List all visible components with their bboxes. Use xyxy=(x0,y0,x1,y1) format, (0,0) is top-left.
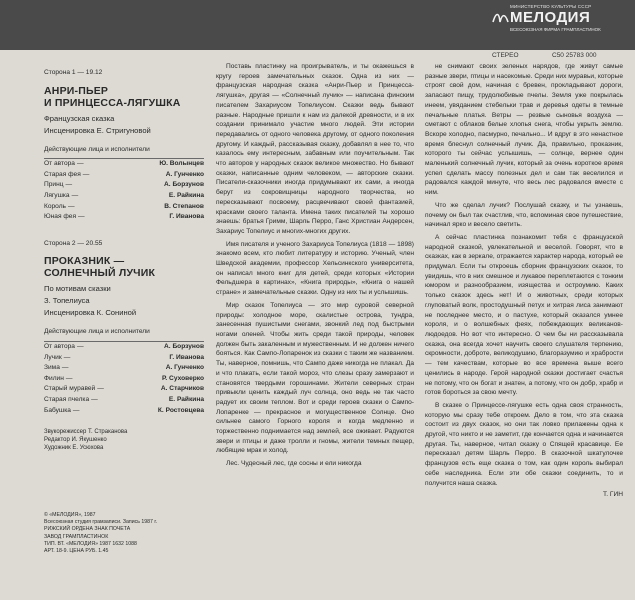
publisher-footer xyxy=(44,512,204,555)
catalog-number: С50 25783 000 xyxy=(552,52,597,59)
cast-actor: А. Борзунов xyxy=(164,181,204,189)
liner-paragraph: Поставь пластинку на проигрыватель, и ты окажешься в кругу героев замечательных сказок. Одна из них — французская народная сказка «Анри-Пьер и Принцесса-лягушка», другая — «Солнечный лучик» — написана финским писателем Захариусом Топелиусом. Сказки ведь бывают разные. Народные пришли к нам из далекой древности, и в их создании принимало участие много людей. Эти истории передавались от одного человека другому, от одного поколения другому. И каждый, рассказывая сказку, добавлял в нее то, что казалось ему интересным, забавным или поучительным. Так что авторов у народных сказок великое множество. Но бывают сказки, написанные одним человеком, — авторские сказки. Писатели-сказочники иногда придумывают их сами, а иногда берут из сокровищницы народного творчества, но пересказывают посвоему, расцвечивают своей фантазией, красками своего таланта. Имена таких писателей ты хорошо знаешь: братья Гримм, Шарль Перро, Ганс Христиан Андерсен, Захариус Топелиус и многих-многих других. xyxy=(216,63,414,235)
cast-row: Бабушка — К. Ростовцева xyxy=(44,406,204,417)
melodiya-mark-icon xyxy=(492,10,509,24)
side2-cast-header: Действующие лица и исполнители xyxy=(44,328,150,336)
side2-title-line2: СОЛНЕЧНЫЙ ЛУЧИК xyxy=(44,267,156,280)
footer-line: © «МЕЛОДИЯ», 1987 xyxy=(44,512,96,518)
side2-subtitle1: По мотивам сказки xyxy=(44,284,111,294)
cast-actor: Г. Иванова xyxy=(169,213,204,221)
cast-actor: Е. Райкина xyxy=(168,395,204,403)
footer-line: РИЖСКИЙ ОРДЕНА ЗНАК ПОЧЕТА xyxy=(44,526,131,533)
liner-paragraph: Мир сказок Топелиуса — это мир суровой северной природы: холодное море, скалистые острова, тундра, занесенная пушистыми снегами, звонкий лед под быстрыми ногами оленей. Чтобы жить среди такой природы, человек должен быть закаленным и мужественным. И не должен ничего бояться. Как Сампо-Лопаренок из сказки с таким же названием. Ты, наверное, помнишь, что Сампо даже никогда не плакал. Да и что плакать, если такой мороз, что слезы сразу замерзают и становятся твердыми горошинами. Жители северных стран привыкли ценить каждый луч солнца, оно ведь не так часто радует их своим теплом. Вот и среди героев сказки о Сампо-Лопаренке — прекрасное и могущественное Солнце. Оно сильнее самого Горного короля и когда медленно и торжественно поднимается над землей, все оживает. Радуются звери и птицы и даже тролли и гномы, жители темных пещер, любящие мрак и холод. xyxy=(216,301,414,455)
footer-line: ЗАВОД ГРАМПЛАСТИНОК xyxy=(44,533,109,540)
cast-actor: А. Старчиков xyxy=(160,385,204,393)
side2-cast-list xyxy=(44,342,204,416)
cast-role: От автора xyxy=(44,160,75,168)
side1-label: Сторона 1 — 19.12 xyxy=(44,69,103,76)
cast-row: Лягушка — Е. Райкина xyxy=(44,191,204,202)
header-bar xyxy=(0,0,635,50)
cast-actor: А. Борзунов xyxy=(164,342,204,350)
side1-subtitle1: Французская сказка xyxy=(44,113,115,123)
cast-row: Старая фея — А. Гунченко xyxy=(44,170,204,181)
cast-role: Бабушка xyxy=(44,406,71,414)
liner-notes-column-1 xyxy=(216,62,414,469)
side1-subtitle xyxy=(44,113,204,137)
side2-subtitle xyxy=(44,283,204,319)
cast-row: Юная фея — Г. Иванова xyxy=(44,212,204,223)
brand-subtitle: ВСЕСОЮЗНАЯ ФИРМА ГРАМПЛАСТИНОК xyxy=(510,27,601,32)
brand-name: МЕЛОДИЯ xyxy=(510,9,591,26)
cast-actor: Ю. Волынцев xyxy=(159,160,204,168)
cast-role: Лучик xyxy=(44,353,62,361)
footer-line: ТИП. ВТ. «МЕЛОДИЯ» 1987 1632 1088 xyxy=(44,540,137,547)
cast-row: Старый муравей — А. Старчиков xyxy=(44,384,204,395)
side1-title-line2: И ПРИНЦЕССА-ЛЯГУШКА xyxy=(44,96,181,109)
cast-role: Король xyxy=(44,202,66,210)
liner-notes-column-2 xyxy=(425,62,623,500)
liner-paragraph: Лес. Чудесный лес, где сосны и ели никогда xyxy=(226,460,362,468)
cast-role: Старая фея xyxy=(44,170,81,178)
credit-line: Редактор И. Якушенко xyxy=(44,437,107,444)
liner-paragraph: не снимают своих зеленых нарядов, где живут самые разные звери, птицы и насекомые. Среди них муравьи, которые строят свой дом, начиная с бревен, прокладывают дороги, запасают пищу, трудолюбивые пчелы. Земля уже покрылась инеем, увяданием стебельки трав и деревья одеты в темные печальные платья. Ветры — резвые сыновья воздуха — сметают с облаков белые хлопья снега, чтобы укрыть землю. Вскоре холодно, пасмурно, печально... И вдруг в это ненастное время блеснул солнечный лучик. Да, правильно, проказник, которого ты сейчас услышишь, — солнце, вернее один маленький солнечный лучик, который за очень короткое время успел сделать массу полезных дел и сам так веселился и радовался каждой минуте, что весь лес радовался вместе с ним. xyxy=(425,63,623,197)
side2-label: Сторона 2 — 20.55 xyxy=(44,239,103,247)
cast-actor: В. Степанов xyxy=(164,202,204,210)
liner-paragraph: Имя писателя и ученого Захариуса Топелиуса (1818 — 1898) знакомо всем, кто любит литературу и историю. Ученый, член Шведской академии, профессор Хельсинкского университета, он написал много книг для детей, среди которых «Истории Фельдшера в картинах», «Книга природы», «Книга о нашей стране» и замечательные сказки. Одну из них ты и услышишь. xyxy=(216,240,414,297)
side1-cast-header: Действующие лица и исполнители xyxy=(44,145,150,153)
stereo-label: СТЕРЕО xyxy=(492,52,519,59)
cast-actor: К. Ростовцева xyxy=(157,406,204,414)
credit-line: Звукорежиссер Т. Страканова xyxy=(44,429,128,436)
track-info-column xyxy=(44,62,204,452)
production-credits xyxy=(44,428,204,452)
cast-role: Старая пчелка xyxy=(44,395,90,403)
footer-line: АРТ. 18-9. ЦЕНА РУБ. 1.45 xyxy=(44,548,109,555)
cast-row: Лучик — Г. Иванова xyxy=(44,353,204,364)
cast-actor: Г. Иванова xyxy=(169,353,204,361)
cast-row: Старая пчелка — Е. Райкина xyxy=(44,395,204,406)
cast-role: Зима xyxy=(44,364,60,372)
side1-title xyxy=(44,85,204,109)
cast-actor: А. Гунченко xyxy=(165,170,204,178)
cast-role: Лягушка xyxy=(44,191,70,199)
side2-title-line1: ПРОКАЗНИК — xyxy=(44,255,125,268)
melodiya-logo xyxy=(492,4,612,44)
side2-title xyxy=(44,255,204,279)
liner-paragraph: Что же сделал лучик? Послушай сказку, и ты узнаешь, почему он был так счастлив, что, вспоминая свое путешествие, начинал ярко и весело светить. xyxy=(425,201,623,229)
cast-role: Старый муравей xyxy=(44,385,96,393)
cast-row: От автора — А. Борзунов xyxy=(44,342,204,353)
footer-line: Всесоюзная студия грамзаписи. Запись 1987 г. xyxy=(44,519,158,526)
side1-title-line1: АНРИ-ПЬЕР xyxy=(44,84,109,97)
ministry-text: МИНИСТЕРСТВО КУЛЬТУРЫ СССР xyxy=(510,4,592,9)
cast-row: Филин — Р. Суховерко xyxy=(44,374,204,385)
cast-role: Принц xyxy=(44,181,64,189)
side2-subtitle3: Инсценировка К. Сониной xyxy=(44,308,137,318)
credit-line: Художник Е. Усюхова xyxy=(44,445,104,452)
cast-row: Принц — А. Борзунов xyxy=(44,180,204,191)
cast-row: Зима — А. Гунченко xyxy=(44,363,204,374)
cast-role: Филин xyxy=(44,374,64,382)
cast-row: От автора — Ю. Волынцев xyxy=(44,159,204,170)
liner-paragraph: А сейчас пластинка познакомит тебя с французской народной сказкой, увлекательной и веселой. Говорят, что в сказках, как в зеркале, отражается характер народа, который ее придумал. Если ты откроешь сборник французских сказок, то увидишь, что в них смешное и лукавое переплетаются с тонким юмором и разнообразием, изящества и остроумию. Каких только сказок здесь нет! И о животных, среди которых глуповатый волк, простодушный петух и хитрая лиса занимают не последнее место, и о пастухе, который оказался умнее короля, и о волшебных феях, побеждающих великанов-людоедов. Но вот что интересно. О чем бы ни рассказывала сказка, она всегда хочет научить своего слушателя терпению, скромности, доброте, великодушию, благоразумию и храбрости — тем качествам, которые во все времена выше всего ценились в народе. Герой народной сказки достигает счастья не потому, что он богат и знатен, а потому, что он добр, храбр и готов бороться за свою мечту. xyxy=(425,233,623,397)
cast-actor: Р. Суховерко xyxy=(161,374,204,382)
side2-subtitle2: З. Топелиуса xyxy=(44,296,90,306)
side1-cast-list xyxy=(44,159,204,223)
author-signature: Т. ГИН xyxy=(602,491,623,499)
cast-actor: А. Гунченко xyxy=(165,364,204,372)
side1-subtitle2: Инсценировка Е. Стригуновой xyxy=(44,125,151,135)
liner-paragraph: В сказке о Принцессе-лягушке есть одна своя странность, которую мы сразу тебе откроем. Дело в том, что эта сказка состоит из двух сказок, но они так ловко прилажены одна к другой, что никто и не заметит, где кончается одна и начинается другая. Ты, наверное, читал сказку о Спящей красавице. Ее пересказал детям Шарль Перро. В сказочной шкатулочке французов есть еще сказка о том, как один король выбирал себе наследника. Если эти обе сказки соединить, то и получится наша сказка. xyxy=(425,401,623,487)
cast-role: От автора xyxy=(44,342,75,350)
cast-row: Король — В. Степанов xyxy=(44,202,204,213)
cast-role: Юная фея xyxy=(44,213,77,221)
cast-actor: Е. Райкина xyxy=(168,191,204,199)
